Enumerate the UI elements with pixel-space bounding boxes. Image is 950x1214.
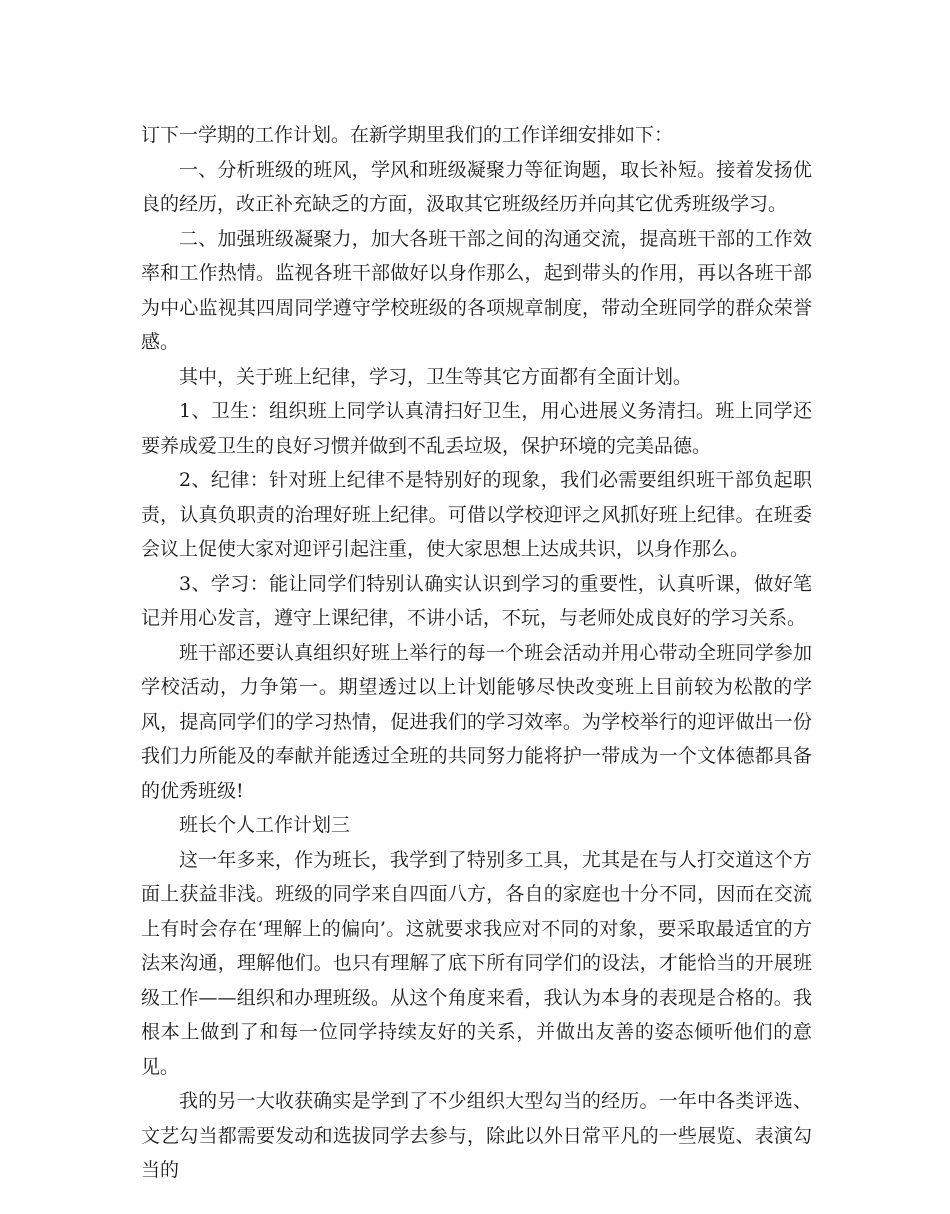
- document-body: [141, 118, 812, 1188]
- paragraph-6: 2、纪律：针对班上纪律不是特别好的现象，我们必需要组织班干部负起职责，认真负职责的治理好班上纪律。可借以学校迎评之风抓好班上纪律。在班委会议上促使大家对迎评引起注重，使大家思想上达成共识，以身作那么。: [141, 469, 812, 560]
- paragraph-2: 一、分析班级的班风，学风和班级凝聚力等征询题，取长补短。接着发扬优良的经历，改正补充缺乏的方面，汲取其它班级经历并向其它优秀班级学习。: [141, 158, 812, 215]
- paragraph-1: 订下一学期的工作计划。在新学期里我们的工作详细安排如下：: [141, 124, 674, 146]
- paragraph-8: 班干部还要认真组织好班上举行的每一个班会活动并用心带动全班同学参加学校活动，力争第一。期望透过以上计划能够尽快改变班上目前较为松散的学风，提高同学们的学习热情，促进我们的学习效率。为学校举行的迎评做出一份我们力所能及的奉献并能透过全班的共同努力能将护一带成为一个文体德都具备的优秀班级!: [141, 641, 812, 802]
- paragraph-3: 二、加强班级凝聚力，加大各班干部之间的沟通交流，提高班干部的工作效率和工作热情。监视各班干部做好以身作那么，起到带头的作用，再以各班干部为中心监视其四周同学遵守学校班级的各项规章制度，带动全班同学的群众荣誉感。: [141, 227, 812, 353]
- paragraph-4: 其中，关于班上纪律，学习，卫生等其它方面都有全面计划。: [179, 365, 693, 388]
- paragraph-5: 1、卫生：组织班上同学认真清扫好卫生，用心进展义务清扫。班上同学还要养成爱卫生的良好习惯并做到不乱丢垃圾，保护环境的完美品德。: [141, 400, 812, 457]
- section-heading: 班长个人工作计划三: [179, 814, 351, 836]
- paragraph-9: 这一年多来，作为班长，我学到了特别多工具，尤其是在与人打交道这个方面上获益非浅。班级的同学来自四面八方，各自的家庭也十分不同，因而在交流上有时会存在‘理解上的偏向’。这就要求我应对不同的对象，要采取最适宜的方法来沟通，理解他们。也只有理解了底下所有同学们的设法，才能恰当的开展班级工作——组织和办理班级。从这个角度来看，我认为本身的表现是合格的。我根本上做到了和每一位同学持续友好的关系，并做出友善的姿态倾听他们的意见。: [141, 848, 812, 1078]
- paragraph-7: 3、学习：能让同学们特别认确实认识到学习的重要性，认真听课，做好笔记并用心发言，遵守上课纪律，不讲小话，不玩，与老师处成良好的学习关系。: [141, 572, 812, 629]
- paragraph-10: 我的另一大收获确实是学到了不少组织大型勾当的经历。一年中各类评选、文艺勾当都需要发动和选拔同学去参与，除此以外日常平凡的一些展览、表演勾当的: [141, 1090, 812, 1181]
